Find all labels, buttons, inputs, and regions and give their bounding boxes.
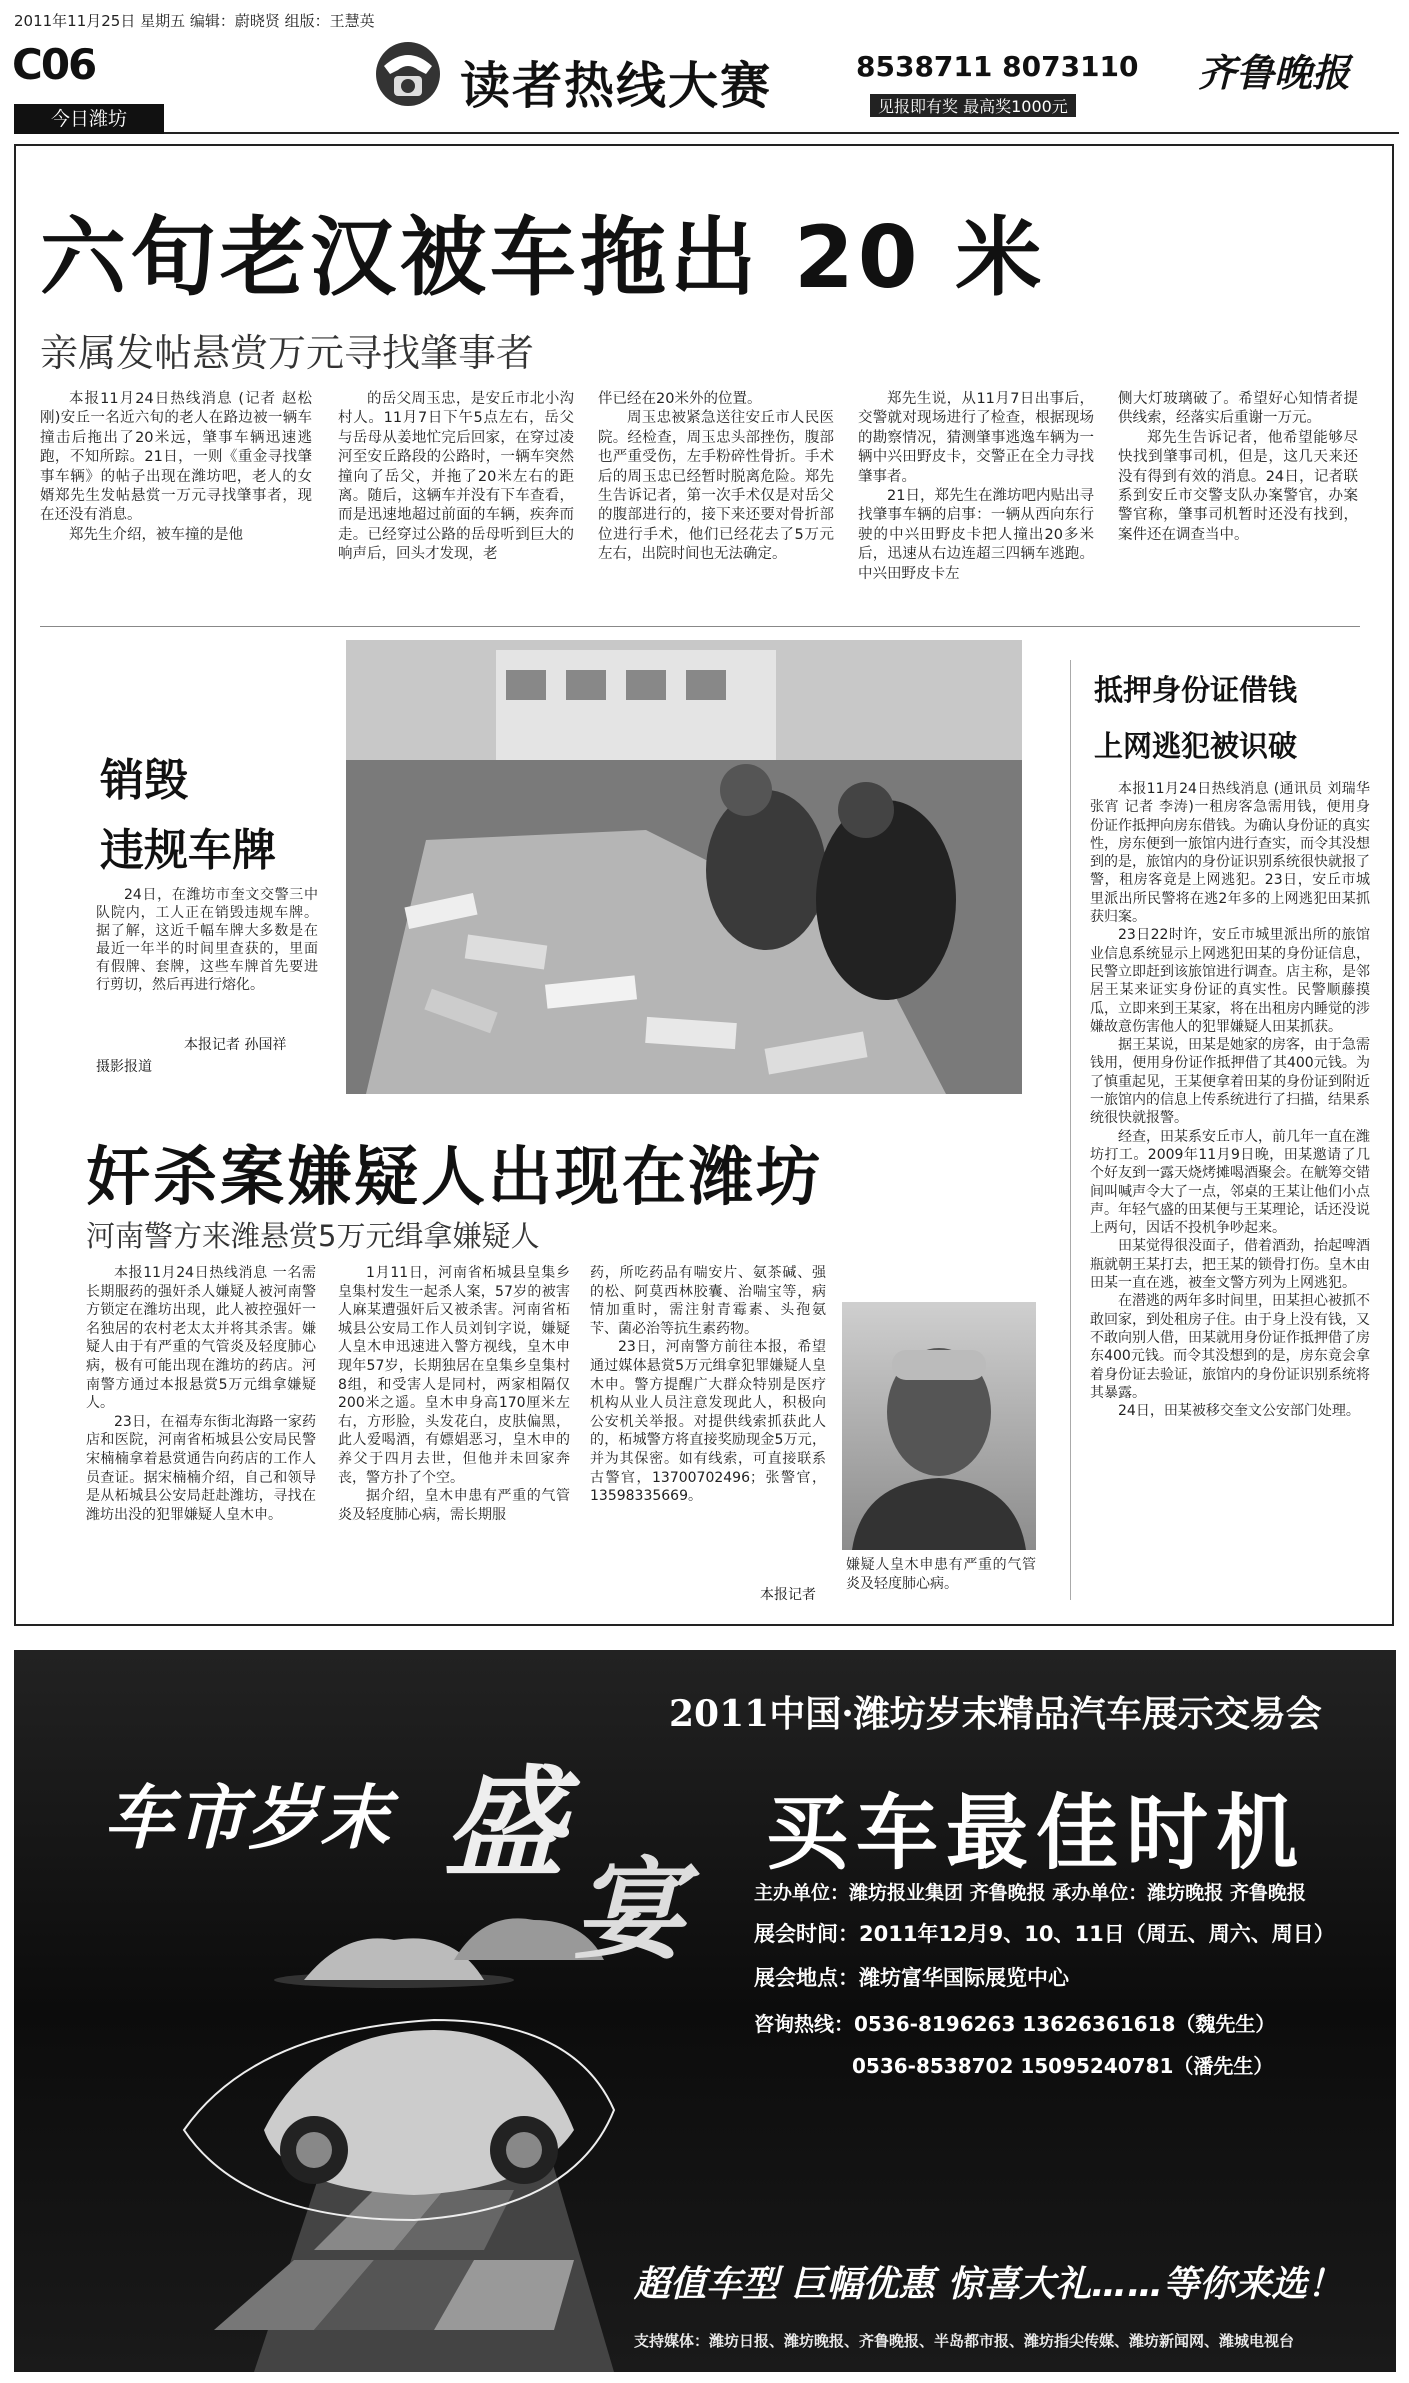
ad-organizer: 主办单位：潍坊报业集团 齐鲁晚报 承办单位：潍坊晚报 齐鲁晚报 bbox=[754, 1882, 1306, 1904]
story1-col1: 本报11月24日热线消息 (记者 赵松刚)安丘一名近六旬的老人在路边被一辆车撞击后拖出了20米远，肇事车辆迅速逃跑，不知所踪。21日，一则《重金寻找肇事车辆》的帖子出现在潍坊吧，老人的女婿郑先生发帖悬赏一万元寻找肇事者，现在还没有消息。 郑先生介绍，被车撞的是他 bbox=[40, 391, 312, 543]
story2-title2: 上网逃犯被识破 bbox=[1094, 729, 1298, 763]
ad-media-sponsors: 支持媒体：潍坊日报、潍坊晚报、齐鲁晚报、半岛都市报、潍坊指尖传媒、潍坊新闻网、潍城电视台 bbox=[634, 2332, 1295, 2350]
suspect-photo-caption: 嫌疑人皇木申患有严重的气管炎及轻度肺心病。 bbox=[846, 1557, 1036, 1592]
page-number: C06 bbox=[12, 40, 96, 89]
story3-headline: 奸杀案嫌疑人出现在潍坊 bbox=[86, 1141, 823, 1215]
dateline: 2011年11月25日 星期五 编辑：蔚晓贤 组版：王慧英 bbox=[14, 12, 375, 30]
ad-slogan-left: 车市岁末 bbox=[104, 1777, 392, 1859]
ad-event-title: 2011中国·潍坊岁末精品汽车展示交易会 bbox=[669, 1693, 1322, 1735]
ad-bottom-slogan: 超值车型 巨幅优惠 惊喜大礼……等你来选！ bbox=[634, 2264, 1344, 2305]
ad-calligraphy-1: 盛 bbox=[444, 1753, 564, 1894]
story3-col1: 本报11月24日热线消息 一名需长期服药的强奸杀人嫌疑人被河南警方锁定在潍坊出现，此人被控强奸一名独居的农村老太太并将其杀害。嫌疑人由于有严重的气管炎及轻度肺心病，极有可能出现在潍坊的药店。河南警方通过本报悬赏5万元缉拿嫌疑人。 23日，在福寿东街北海路一家药店和医院，河南省柘城县公安局民警宋楠楠拿着悬赏通告向药店的工作人员查证。据宋楠楠介绍，自己和领导是从柘城县公安局赶赴潍坊，寻找在潍坊出没的犯罪嫌疑人皇木申。 bbox=[86, 1265, 316, 1523]
story1-col4: 郑先生说，从11月7日出事后，交警就对现场进行了检查，根据现场的勘察情况，猜测肇事逃逸车辆为一辆中兴田野皮卡，交警正在全力寻找肇事者。 21日，郑先生在潍坊吧内贴出寻找肇事车辆的启事：一辆从西向东行驶的中兴田野皮卡把人撞出20多米后，迅速从右边连超三四辆车逃跑。中兴田野皮卡左 bbox=[858, 391, 1094, 582]
story1-col3: 伴已经在20米外的位置。 周玉忠被紧急送往安丘市人民医院。经检查，周玉忠头部挫伤，腹部也严重受伤，左手粉碎性骨折。手术后的周玉忠已经暂时脱离危险。郑先生告诉记者，第一次手术仅是对岳父的腹部进行的，接下来还要对骨折部位进行手术，他们已经花去了5万元左右，出院时间也无法确定。 bbox=[598, 391, 834, 563]
photo-credit-1: 本报记者 孙国祥 bbox=[184, 1037, 287, 1053]
telephone-icon bbox=[370, 34, 446, 110]
ad-calligraphy-2: 宴 bbox=[574, 1845, 684, 1974]
masthead-logo: 齐鲁晚报 bbox=[1198, 50, 1351, 95]
story3-byline: 本报记者 bbox=[760, 1587, 816, 1603]
car-expo-ad bbox=[14, 1650, 1396, 2372]
ad-time: 展会时间：2011年12月9、10、11日（周五、周六、周日） bbox=[754, 1922, 1335, 1946]
hotline-numbers: 8538711 8073110 bbox=[856, 50, 1139, 83]
story2-body: 本报11月24日热线消息 (通讯员 刘瑞华 张宵 记者 李涛)一租房客急需用钱，便用身份证作抵押向房东借钱。为确认身份证的真实性，房东便到一旅馆内进行查实，而令其没想到的是，旅馆内的身份证识别系统很快就报了警，租房客竟是上网逃犯。23日，安丘市城里派出所民警将在逃2年多的上网逃犯田某抓获归案。 23日22时许，安丘市城里派出所的旅馆业信息系统显示上网逃犯田某的身份证信息，民警立即赶到该旅馆进行调查。店主称，是邻居王某来证实身份证的真实性。民警顺藤摸瓜，立即来到王某家，将在出租房内睡觉的涉嫌故意伤害他人的犯罪嫌疑人田某抓获。 据王某说，田某是她家的房客，由于急需钱用，便用身份证作抵押借了其400元钱。为了慎重起见，王某便拿着田某的身份证到附近一旅馆内的信息上传系统进行了扫描，结果系统很快就报警。 经查，田某系安丘市人，前几年一直在潍坊打工。2009年11月9日晚，田某邀请了几个好友到一露天烧烤摊喝酒聚会。在觥筹交错间叫喊声令大了一点，邻桌的王某让他们小点声。年轻气盛的田某便与王某理论，话还没说上两句，因话不投机争吵起来。 田某觉得很没面子，借着酒劲，抬起啤酒瓶就朝王某打去，把王某的锁骨打伤。皇木由田某一直在逃，被奎文警方列为上网逃犯。 在潜逃的两年多时间里，田某担心被抓不敢回家，到处租房子住。由于身上没有钱，又不敢向别人借，田某就用身份证作抵押借了房东400元钱。而令其没想到的是，房东竟会拿着身份证去验证，旅馆内的身份证识别系统将其暴露。 24日，田某被移交奎文公安部门处理。 bbox=[1090, 781, 1370, 1420]
story1-subhead: 亲属发帖悬赏万元寻找肇事者 bbox=[40, 331, 535, 375]
ad-hotline-2: 0536-8538702 15095240781（潘先生） bbox=[852, 2054, 1274, 2078]
story3-col2: 1月11日，河南省柘城县皇集乡皇集村发生一起杀人案，57岁的被害人麻某遭强奸后又被杀害。河南省柘城县公安局工作人员刘钊字说，嫌疑人皇木申迅速进入警方视线，皇木申现年57岁，长期独居在皇集乡皇集村8组，和受害人是同村，两家相隔仅200米之遥。皇木申身高170厘米左右，方形脸，头发花白，皮肤偏黑，此人爱喝酒，有嫖娼恶习，皇木申的养父于四月去世，但他并未回家奔丧，警方扑了个空。 据介绍，皇木申患有严重的气管炎及轻度肺心病，需长期服 bbox=[338, 1265, 570, 1523]
story-frame-bottom bbox=[14, 632, 1394, 1626]
photo-credit-2: 摄影报道 bbox=[96, 1059, 152, 1075]
story1-divider bbox=[40, 626, 1360, 627]
ad-venue: 展会地点：潍坊富华国际展览中心 bbox=[754, 1966, 1069, 1990]
section-tab: 今日潍坊 bbox=[14, 104, 164, 134]
photo-story-title1: 销毁 bbox=[100, 755, 188, 806]
hotline-title: 读者热线大赛 bbox=[460, 57, 772, 115]
hotline-prize: 见报即有奖 最高奖1000元 bbox=[870, 94, 1076, 117]
ad-hotline-1: 咨询热线：0536-8196263 13626361618（魏先生） bbox=[754, 2012, 1276, 2036]
story1-col5: 侧大灯玻璃破了。希望好心知情者提供线索，经落实后重谢一万元。 郑先生告诉记者，他希望能够尽快找到肇事司机，但是，这几天来还没有得到有效的消息。24日，记者联系到安丘市交警支队办案警官，办案警官称，肇事司机暂时还没有找到，案件还在调查当中。 bbox=[1118, 391, 1358, 543]
story3-col3: 药，所吃药品有喘安片、氨茶碱、强的松、阿莫西林胶囊、治喘宝等，病情加重时，需注射青霉素、头孢氨苄、菌必治等抗生素药物。 23日，河南警方前往本报，希望通过媒体悬赏5万元缉拿犯罪嫌疑人皇木申。警方提醒广大群众特别是医疗机构从业人员注意发现此人，积极向公安机关举报。对提供线索抓获此人的，柘城警方将直接奖励现金5万元，并为其保密。如有线索，可直接联系古警官，13700702496；张警官，13598335669。 bbox=[590, 1265, 826, 1505]
story1-headline: 六旬老汉被车拖出 20 米 bbox=[40, 208, 1046, 308]
story3-subhead: 河南警方来潍悬赏5万元缉拿嫌疑人 bbox=[86, 1219, 540, 1253]
story1-col2: 的岳父周玉忠，是安丘市北小沟村人。11月7日下午5点左右，岳父与岳母从姜地忙完后回家，在穿过凌河至安丘路段的公路时，一辆车突然撞向了岳父，并拖了20米左右的距离。随后，这辆车并没有下车查看，而是迅速地超过前面的车辆，疾奔而走。已经穿过公路的岳母听到巨大的响声后，回头才发现，老 bbox=[338, 391, 574, 563]
photo-story-caption: 24日，在潍坊市奎文交警三中队院内，工人正在销毁违规车牌。据了解，这近千幅车牌大多数是在最近一年半的时间里查获的，里面有假牌、套牌，这些车牌首先要进行剪切，然后再进行熔化。 bbox=[96, 887, 318, 993]
photo-story-title2: 违规车牌 bbox=[100, 825, 276, 876]
story2-title1: 抵押身份证借钱 bbox=[1094, 673, 1298, 707]
ad-headline: 买车最佳时机 bbox=[766, 1786, 1307, 1881]
